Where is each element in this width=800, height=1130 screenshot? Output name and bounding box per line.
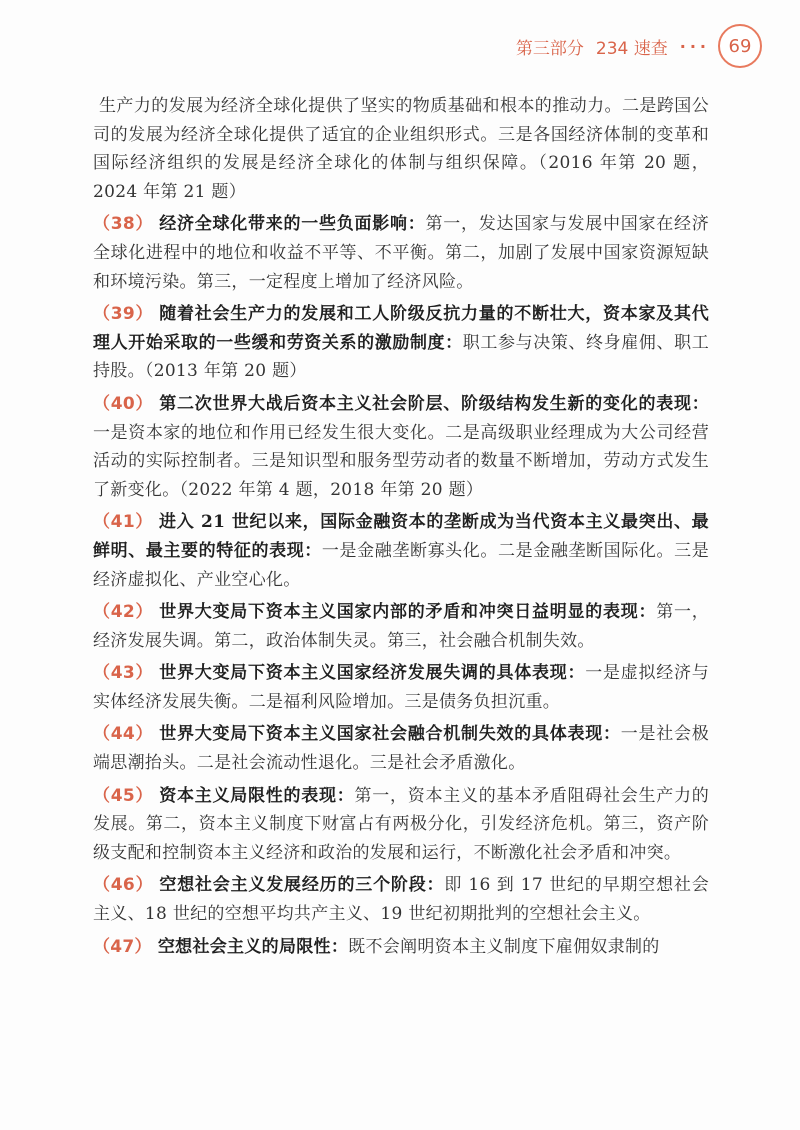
item-number: （39）	[93, 304, 154, 325]
item-number: （38）	[93, 214, 154, 235]
page-content	[93, 92, 709, 965]
item-number: （47）	[93, 936, 152, 957]
item-title: 第二次世界大战后资本主义社会阶层、阶级结构发生新的变化的表现：	[159, 393, 709, 414]
item-number: （44）	[93, 724, 154, 745]
paragraph	[93, 390, 709, 504]
item-text: 第一，经济发展失调。第二，政治体制失灵。第三，社会融合机制失效。	[93, 602, 710, 651]
item-title: 世界大变局下资本主义国家经济发展失调的具体表现：	[159, 663, 586, 684]
item-number: （43）	[93, 663, 154, 684]
paragraph	[93, 92, 709, 206]
section-label: 第三部分	[515, 38, 584, 59]
item-text: 一是社会极端思潮抬头。二是社会流动性退化。三是社会矛盾激化。	[93, 724, 710, 774]
item-number: （46）	[93, 875, 154, 896]
item-text: 一是虚拟经济与实体经济发展失衡。二是福利风险增加。三是债务负担沉重。	[93, 663, 709, 712]
item-text: 既不会阐明资本主义制度下雇佣奴隶制的	[348, 936, 660, 957]
item-number: （42）	[93, 602, 154, 623]
item-text: 生产力的发展为经济全球化提供了坚实的物质基础和根本的推动力。二是跨国公司的发展为经济全球化提供了适宜的企业组织形式。三是各国经济体制的变革和国际经济组织的发展是经济全球化的体制与组织保障。（2016 年第 20 题，2024 年第 21 题）	[93, 96, 709, 202]
paragraph	[93, 933, 709, 962]
item-title: 空想社会主义的局限性：	[157, 936, 349, 957]
header-text	[516, 34, 710, 59]
item-number: （41）	[93, 512, 154, 533]
item-title: 经济全球化带来的一些负面影响：	[159, 214, 426, 235]
item-text: 即 16 到 17 世纪的早期空想社会主义、18 世纪的空想平均共产主义、19 世纪初期批判的空想社会主义。	[93, 875, 709, 925]
item-title: 世界大变局下资本主义国家社会融合机制失效的具体表现：	[159, 724, 621, 745]
page-header	[516, 22, 762, 70]
page-number: 69	[728, 35, 752, 57]
paragraph	[93, 300, 709, 386]
item-title: 进入 21 世纪以来，国际金融资本的垄断成为当代资本主义最突出、最鲜明、最主要的特征的表现：	[93, 512, 709, 561]
item-number: （40）	[93, 393, 154, 414]
page-number-badge	[718, 24, 762, 68]
item-text: 一是金融垄断寡头化。二是金融垄断国际化。三是经济虚拟化、产业空心化。	[93, 540, 709, 590]
item-text: 第一，发达国家与发展中国家在经济全球化进程中的地位和收益不平等、不平衡。第二，加剧了发展中国家资源短缺和环境污染。第三，一定程度上增加了经济风险。	[93, 214, 710, 292]
item-title: 世界大变局下资本主义国家内部的矛盾和冲突日益明显的表现：	[159, 602, 657, 623]
item-number: （45）	[93, 785, 154, 806]
subtitle-label: 234 速查	[595, 38, 668, 59]
item-title: 空想社会主义发展经历的三个阶段：	[159, 875, 445, 896]
ellipsis-dots-icon: ···	[679, 36, 710, 56]
item-title: 资本主义局限性的表现：	[159, 785, 355, 806]
paragraph	[93, 508, 709, 594]
item-title: 随着社会生产力的发展和工人阶级反抗力量的不断壮大，资本家及其代理人开始采取的一些缓和劳资关系的激励制度：	[93, 304, 709, 353]
paragraph	[93, 210, 709, 296]
paragraph	[93, 871, 709, 928]
item-text: 职工参与决策、终身雇佣、职工持股。（2013 年第 20 题）	[93, 332, 709, 382]
item-text: 一是资本家的地位和作用已经发生很大变化。二是高级职业经理成为大公司经营活动的实际控制者。三是知识型和服务型劳动者的数量不断增加，劳动方式发生了新变化。（2022 年第 4 题，2018 年第 20 题）	[93, 422, 709, 500]
item-text: 第一，资本主义的基本矛盾阻碍社会生产力的发展。第二，资本主义制度下财富占有两极分化，引发经济危机。第三，资产阶级支配和控制资本主义经济和政治的发展和运行，不断激化社会矛盾和冲突。	[93, 785, 710, 863]
paragraph	[93, 598, 709, 655]
paragraph	[93, 720, 709, 777]
paragraph	[93, 782, 709, 868]
paragraph	[93, 659, 709, 716]
